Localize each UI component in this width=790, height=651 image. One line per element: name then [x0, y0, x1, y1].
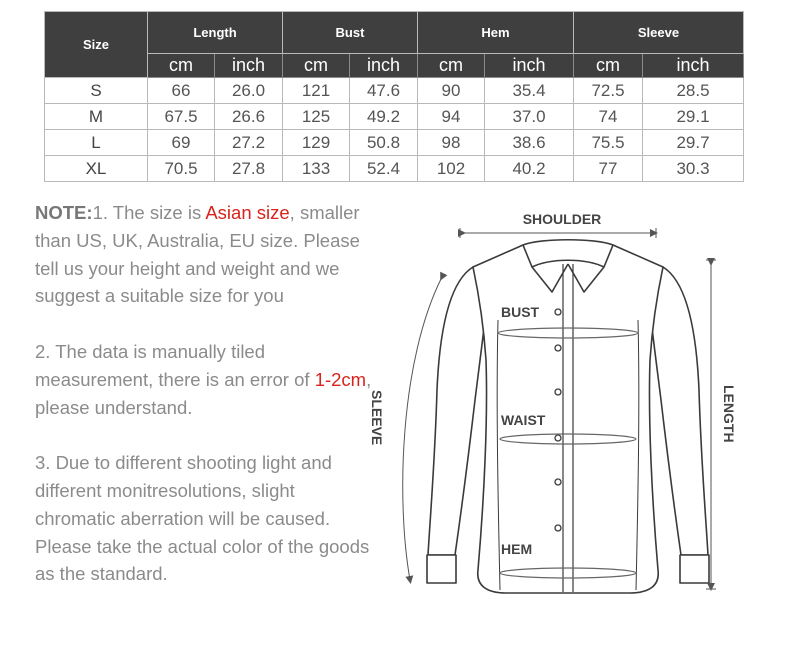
table-cell: 37.0: [485, 104, 574, 130]
table-cell: 38.6: [485, 130, 574, 156]
table-cell: 50.8: [350, 130, 418, 156]
table-cell: 40.2: [485, 156, 574, 182]
table-cell: 47.6: [350, 78, 418, 104]
table-cell: 90: [418, 78, 485, 104]
table-cell: 69: [148, 130, 215, 156]
unit-header: cm: [148, 54, 215, 78]
group-header-bust: Bust: [283, 12, 418, 54]
table-header-row: [45, 12, 744, 54]
table-cell: 72.5: [574, 78, 643, 104]
note-2-text-cont: , please understand.: [35, 368, 372, 418]
table-cell: 52.4: [350, 156, 418, 182]
table-cell: 133: [283, 156, 350, 182]
table-row: [45, 130, 744, 156]
table-cell: 121: [283, 78, 350, 104]
table-cell: 129: [283, 130, 350, 156]
size-cell: S: [45, 78, 148, 104]
asian-size-highlight: Asian size: [205, 202, 290, 223]
table-cell: 49.2: [350, 104, 418, 130]
note-1-text: 1. The size is: [92, 202, 206, 223]
note-1: [35, 199, 380, 310]
note-1-text-cont: , smaller than US, UK, Australia, EU size. Please tell us your height and weight and we suggest a suitable size for you: [35, 202, 360, 307]
table-cell: 74: [574, 104, 643, 130]
table-cell: 28.5: [643, 78, 744, 104]
bust-label: BUST: [501, 304, 540, 320]
table-cell: 29.1: [643, 104, 744, 130]
size-cell: M: [45, 104, 148, 130]
note-2-text: 2. The data is manually tiled measurement, there is an error of: [35, 340, 315, 390]
table-cell: 29.7: [643, 130, 744, 156]
table-cell: 66: [148, 78, 215, 104]
unit-header: inch: [485, 54, 574, 78]
size-cell: L: [45, 130, 148, 156]
table-cell: 98: [418, 130, 485, 156]
length-label: LENGTH: [721, 385, 737, 443]
shirt-icon: [427, 240, 709, 593]
unit-header: inch: [215, 54, 283, 78]
table-cell: 102: [418, 156, 485, 182]
unit-header: cm: [283, 54, 350, 78]
size-table: [44, 11, 744, 182]
size-column-header: Size: [45, 12, 148, 78]
table-cell: 125: [283, 104, 350, 130]
sleeve-label: SLEEVE: [369, 390, 385, 446]
hem-label: HEM: [501, 541, 533, 557]
table-row: [45, 156, 744, 182]
unit-header: cm: [418, 54, 485, 78]
waist-label: WAIST: [501, 412, 546, 428]
error-range-highlight: 1-2cm: [314, 368, 367, 390]
table-row: [45, 104, 744, 130]
table-cell: 94: [418, 104, 485, 130]
table-cell: 70.5: [148, 156, 215, 182]
table-cell: 77: [574, 156, 643, 182]
note-3: 3. Due to different shooting light and different monitresolutions, slight chromatic aberration will be caused. Please take the actual color of the goods as the standard.: [35, 452, 370, 585]
shoulder-label: SHOULDER: [522, 211, 602, 227]
table-cell: 67.5: [148, 104, 215, 130]
table-cell: 27.2: [215, 130, 283, 156]
note-label: NOTE:: [35, 202, 93, 223]
size-notes: [35, 199, 380, 616]
unit-header: inch: [643, 54, 744, 78]
table-cell: 26.0: [215, 78, 283, 104]
table-row: [45, 78, 744, 104]
shirt-measurement-diagram: [369, 200, 760, 610]
group-header-hem: Hem: [418, 12, 574, 54]
unit-header-row: [45, 54, 744, 78]
unit-header: inch: [350, 54, 418, 78]
table-cell: 30.3: [643, 156, 744, 182]
size-cell: XL: [45, 156, 148, 182]
table-cell: 75.5: [574, 130, 643, 156]
group-header-sleeve: Sleeve: [574, 12, 744, 54]
group-header-length: Length: [148, 12, 283, 54]
unit-header: cm: [574, 54, 643, 78]
note-2: [35, 338, 380, 421]
table-cell: 27.8: [215, 156, 283, 182]
table-cell: 26.6: [215, 104, 283, 130]
table-cell: 35.4: [485, 78, 574, 104]
